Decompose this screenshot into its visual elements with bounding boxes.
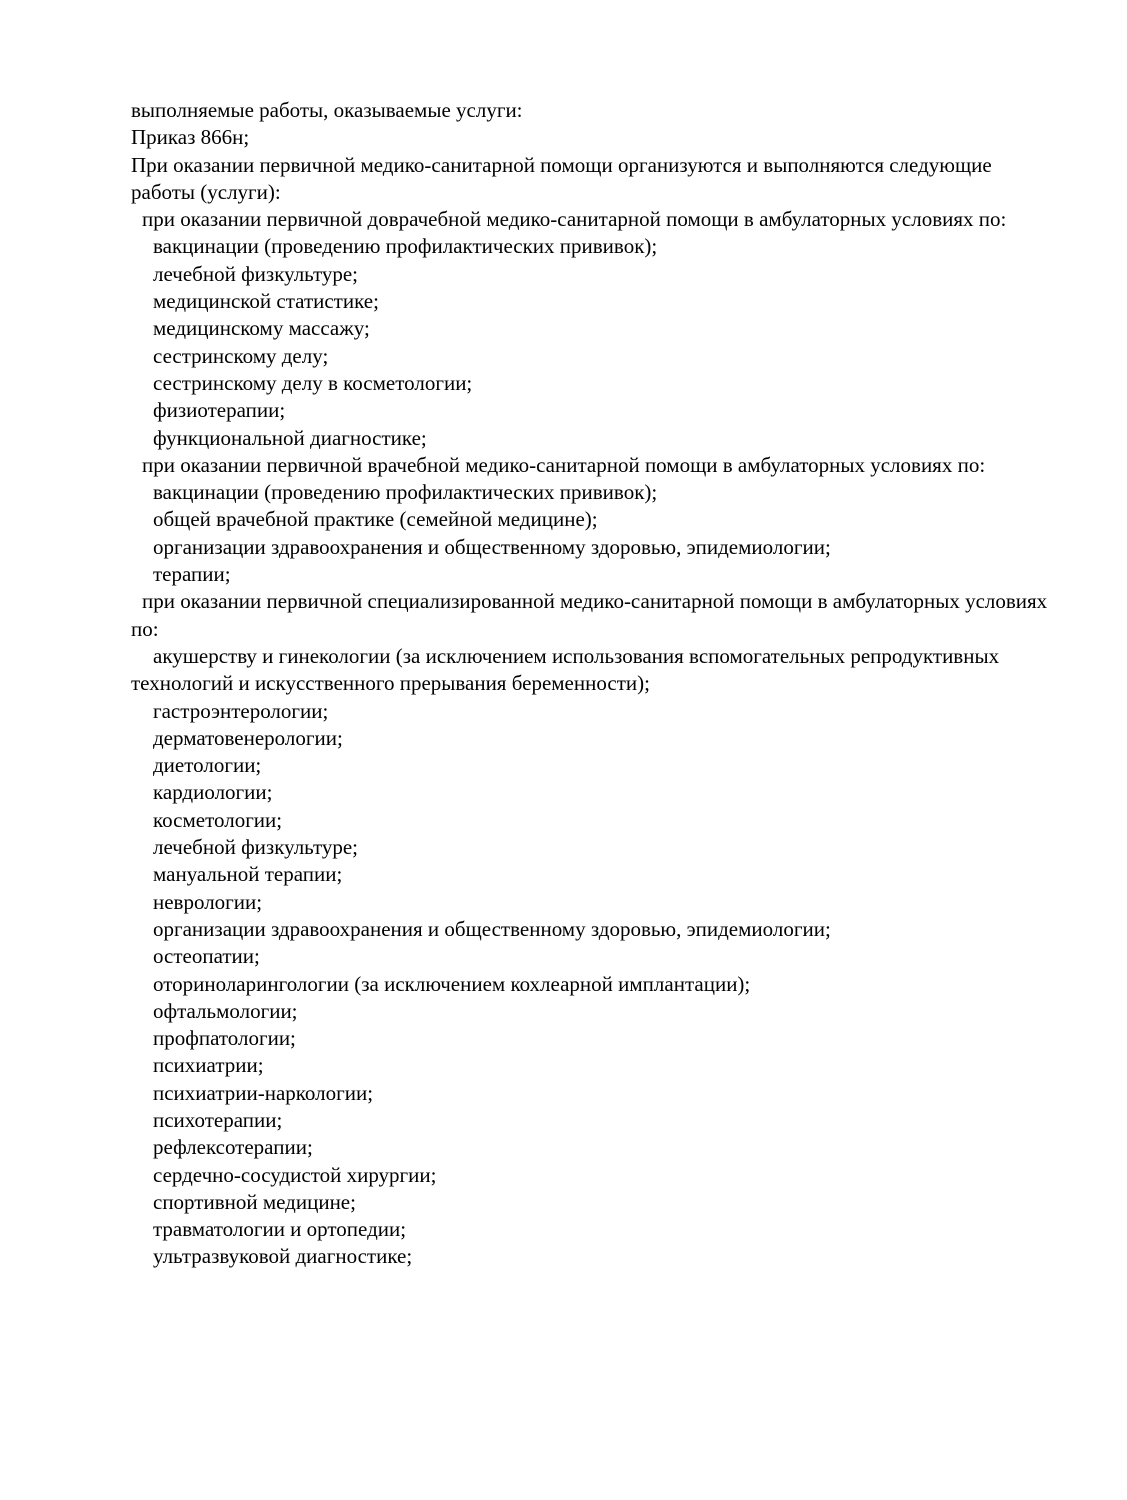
document-paragraph: терапии; [153,562,231,587]
document-paragraph: общей врачебной практике (семейной медицине); [153,507,598,532]
document-paragraph: офтальмологии; [153,998,298,1023]
document-paragraph: акушерству и гинекологии (за исключением использования вспомогательных репродуктивных технологий и искусственного прерывания беременности); [131,643,1000,696]
document-paragraph: психиатрии; [153,1053,264,1078]
document-paragraph: вакцинации (проведению профилактических прививок); [153,234,658,259]
document-paragraph: выполняемые работы, оказываемые услуги: [131,98,523,122]
document-paragraph: При оказании первичной медико-санитарной помощи организуются и выполняются следующие работы (услуги): [131,152,992,204]
document-paragraph: дерматовенерологии; [153,725,343,750]
document-paragraph: мануальной терапии; [153,862,343,887]
document-paragraph: ультразвуковой диагностике; [153,1244,413,1269]
document-paragraph: вакцинации (проведению профилактических прививок); [153,480,658,505]
document-paragraph: гастроэнтерологии; [153,698,329,723]
document-paragraph: остеопатии; [153,944,260,969]
document-paragraph: сестринскому делу в косметологии; [153,370,473,395]
document-paragraph: лечебной физкультуре; [153,835,359,860]
document-paragraph: кардиологии; [153,780,273,805]
document-paragraph: медицинскому массажу; [153,316,370,341]
document-paragraph: физиотерапии; [153,398,286,423]
document-paragraph: спортивной медицине; [153,1189,356,1214]
document-paragraph: диетологии; [153,753,262,778]
document-paragraph: Приказ 866н; [131,125,250,150]
document-paragraph: сестринскому делу; [153,343,329,368]
document-paragraph: медицинской статистике; [153,289,379,314]
document-paragraph: при оказании первичной доврачебной медико-санитарной помощи в амбулаторных условиях по: [142,207,1007,232]
document-paragraph: при оказании первичной специализированной медико-санитарной помощи в амбулаторных условиях по: [131,589,1048,641]
document-paragraph: при оказании первичной врачебной медико-санитарной помощи в амбулаторных условиях по: [142,452,986,477]
document-paragraph: лечебной физкультуре; [153,261,359,286]
document-paragraph: рефлексотерапии; [153,1135,313,1160]
document-paragraph: организации здравоохранения и общественному здоровью, эпидемиологии; [153,916,831,941]
document-paragraph: психотерапии; [153,1107,283,1132]
document-paragraph: косметологии; [153,807,283,832]
document-paragraph: сердечно-сосудистой хирургии; [153,1162,437,1187]
document-body [131,97,1057,1271]
document-paragraph: психиатрии-наркологии; [153,1080,374,1105]
document-paragraph: травматологии и ортопедии; [153,1217,407,1242]
document-paragraph: организации здравоохранения и общественному здоровью, эпидемиологии; [153,534,831,559]
document-paragraph: функциональной диагностике; [153,425,427,450]
document-paragraph: неврологии; [153,889,263,914]
document-paragraph: оториноларингологии (за исключением кохлеарной имплантации); [153,971,751,996]
document-paragraph: профпатологии; [153,1026,296,1051]
